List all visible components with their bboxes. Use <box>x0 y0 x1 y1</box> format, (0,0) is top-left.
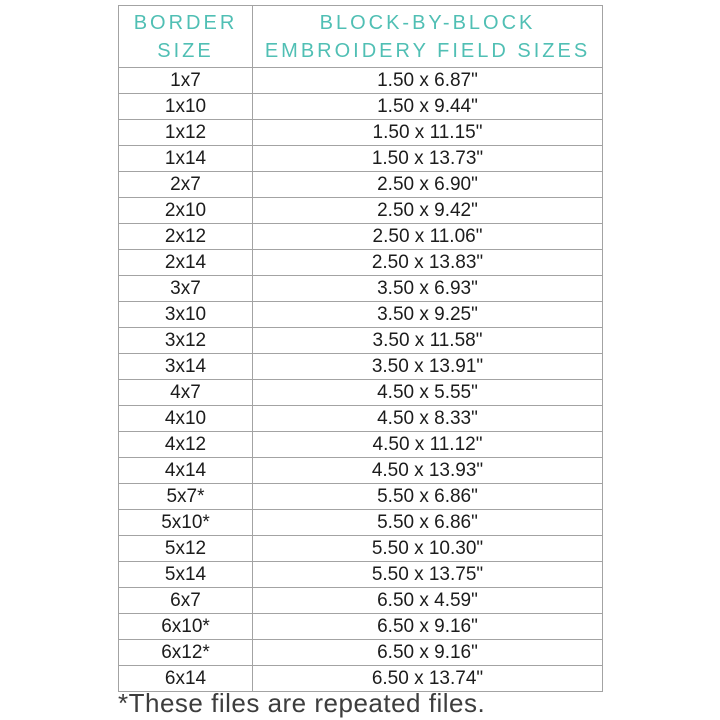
field-size-cell: 2.50 x 13.83" <box>253 250 603 276</box>
border-size-cell: 2x7 <box>119 172 253 198</box>
border-size-cell: 6x12* <box>119 640 253 666</box>
field-size-cell: 2.50 x 9.42" <box>253 198 603 224</box>
field-size-cell: 5.50 x 10.30" <box>253 536 603 562</box>
border-size-cell: 5x14 <box>119 562 253 588</box>
border-size-cell: 4x14 <box>119 458 253 484</box>
header-row <box>119 6 603 68</box>
size-table-body <box>119 68 603 692</box>
field-size-cell: 5.50 x 6.86" <box>253 510 603 536</box>
border-size-cell: 1x14 <box>119 146 253 172</box>
field-size-cell: 4.50 x 11.12" <box>253 432 603 458</box>
border-size-cell: 6x7 <box>119 588 253 614</box>
border-size-header-line1: BORDER <box>133 11 238 34</box>
field-size-cell: 2.50 x 6.90" <box>253 172 603 198</box>
field-size-cell: 4.50 x 8.33" <box>253 406 603 432</box>
border-size-cell: 3x12 <box>119 328 253 354</box>
field-size-cell: 4.50 x 13.93" <box>253 458 603 484</box>
field-size-cell: 6.50 x 9.16" <box>253 614 603 640</box>
field-size-cell: 4.50 x 5.55" <box>253 380 603 406</box>
field-size-cell: 1.50 x 9.44" <box>253 94 603 120</box>
border-size-cell: 1x10 <box>119 94 253 120</box>
border-size-cell: 4x10 <box>119 406 253 432</box>
table-row <box>119 484 603 510</box>
table-row <box>119 380 603 406</box>
border-size-cell: 2x12 <box>119 224 253 250</box>
table-row <box>119 120 603 146</box>
border-size-cell: 3x10 <box>119 302 253 328</box>
table-row <box>119 510 603 536</box>
table-row <box>119 250 603 276</box>
table-row <box>119 198 603 224</box>
border-size-cell: 1x7 <box>119 68 253 94</box>
field-size-cell: 5.50 x 6.86" <box>253 484 603 510</box>
field-size-cell: 3.50 x 9.25" <box>253 302 603 328</box>
table-row <box>119 536 603 562</box>
size-table-header <box>119 6 603 68</box>
field-size-cell: 5.50 x 13.75" <box>253 562 603 588</box>
border-size-cell: 6x14 <box>119 666 253 692</box>
table-row <box>119 406 603 432</box>
field-size-cell: 6.50 x 13.74" <box>253 666 603 692</box>
table-row <box>119 458 603 484</box>
field-size-cell: 3.50 x 6.93" <box>253 276 603 302</box>
field-sizes-header <box>253 6 603 68</box>
border-size-header <box>119 6 253 68</box>
field-size-cell: 1.50 x 11.15" <box>253 120 603 146</box>
table-row <box>119 94 603 120</box>
field-size-cell: 1.50 x 6.87" <box>253 68 603 94</box>
border-size-cell: 4x12 <box>119 432 253 458</box>
border-size-header-line2: SIZE <box>157 39 214 62</box>
border-size-cell: 3x14 <box>119 354 253 380</box>
field-sizes-header-line2: EMBROIDERY FIELD SIZES <box>264 39 591 62</box>
table-row <box>119 172 603 198</box>
field-size-cell: 6.50 x 4.59" <box>253 588 603 614</box>
field-size-cell: 2.50 x 11.06" <box>253 224 603 250</box>
field-size-cell: 3.50 x 13.91" <box>253 354 603 380</box>
table-row <box>119 588 603 614</box>
border-size-cell: 3x7 <box>119 276 253 302</box>
border-size-cell: 2x10 <box>119 198 253 224</box>
border-size-cell: 2x14 <box>119 250 253 276</box>
border-size-cell: 6x10* <box>119 614 253 640</box>
border-size-cell: 5x10* <box>119 510 253 536</box>
field-sizes-header-line1: BLOCK-BY-BLOCK <box>319 11 536 34</box>
table-row <box>119 328 603 354</box>
field-size-cell: 3.50 x 11.58" <box>253 328 603 354</box>
footnote: *These files are repeated files. <box>118 688 486 718</box>
table-row <box>119 302 603 328</box>
table-row <box>119 224 603 250</box>
table-row <box>119 276 603 302</box>
table-row <box>119 146 603 172</box>
border-size-cell: 4x7 <box>119 380 253 406</box>
border-size-cell: 5x12 <box>119 536 253 562</box>
table-row <box>119 68 603 94</box>
table-row <box>119 562 603 588</box>
table-row <box>119 354 603 380</box>
size-table <box>118 5 603 692</box>
field-size-cell: 6.50 x 9.16" <box>253 640 603 666</box>
table-row <box>119 432 603 458</box>
border-size-cell: 5x7* <box>119 484 253 510</box>
border-size-cell: 1x12 <box>119 120 253 146</box>
table-row <box>119 640 603 666</box>
table-row <box>119 614 603 640</box>
field-size-cell: 1.50 x 13.73" <box>253 146 603 172</box>
